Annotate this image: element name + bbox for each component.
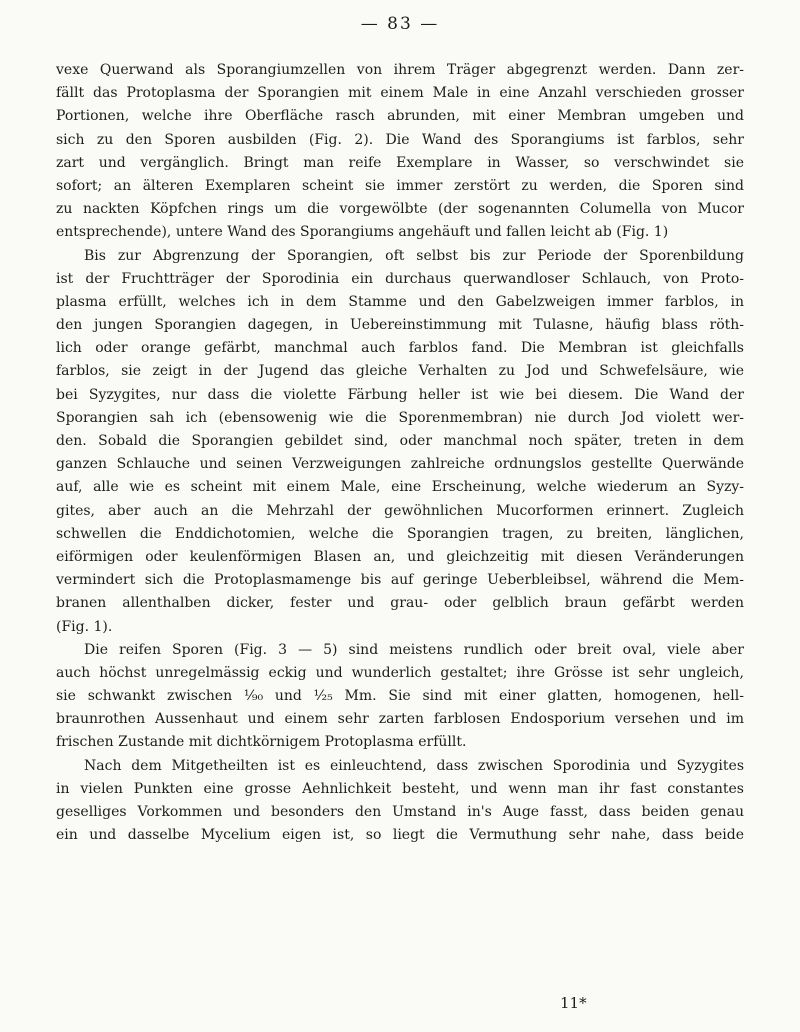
text-line: plasma erfüllt, welches ich in dem Stamme und den Gabelzweigen immer farblos, in — [56, 293, 744, 310]
text-line: braunrothen Aussenhaut und einem sehr zarten farblosen Endosporium versehen und im — [56, 711, 744, 728]
text-line: eiförmigen oder keulenförmigen Blasen an, und gleichzeitig mit diesen Veränderungen — [56, 548, 744, 565]
body-text — [56, 59, 744, 847]
text-line: auch höchst unregelmässig eckig und wunderlich gestaltet; ihre Grösse ist sehr ungleich, — [56, 664, 744, 681]
page-number-header: — 83 — — [360, 14, 440, 34]
text-line: sie schwankt zwischen ¹⁄₉₀ und ¹⁄₂₅ Mm. Sie sind mit einer glatten, homogenen, hell- — [56, 688, 744, 705]
text-line: Portionen, welche ihre Oberfläche rasch abrunden, mit einer Membran umgeben und — [56, 108, 744, 125]
text-line: vermindert sich die Protoplasmamenge bis auf geringe Ueberbleibsel, während die Mem- — [56, 572, 744, 589]
text-line: ein und dasselbe Mycelium eigen ist, so liegt die Vermuthung sehr nahe, dass beide — [56, 827, 744, 844]
text-line: den jungen Sporangien dagegen, in Uebereinstimmung mit Tulasne, häufig blass röth- — [56, 317, 744, 334]
text-line: zart und vergänglich. Bringt man reife Exemplare in Wasser, so verschwindet sie — [56, 154, 744, 171]
text-line: geselliges Vorkommen und besonders den Umstand in's Auge fasst, dass beiden genau — [56, 804, 744, 820]
text-line: ist der Fruchtträger der Sporodinia ein durchaus querwandloser Schlauch, von Proto- — [56, 270, 744, 287]
text-line: in vielen Punkten eine grosse Aehnlichkeit besteht, und wenn man ihr fast constantes — [56, 780, 744, 797]
text-line: auf, alle wie es scheint mit einem Male, eine Erscheinung, welche wiederum an Syzy- — [56, 479, 744, 496]
text-line: zu nackten Köpfchen rings um die vorgewölbte (der sogenannten Columella von Mucor — [56, 201, 744, 218]
text-line: farblos, sie zeigt in der Jugend das gleiche Verhalten zu Jod und Schwefelsäure, wie — [56, 363, 744, 380]
text-line: entsprechende), untere Wand des Sporangiums angehäuft und fallen leicht ab (Fig. 1) — [56, 224, 669, 241]
printer-signature-mark: 11* — [560, 994, 587, 1012]
text-line: Nach dem Mitgetheilten ist es einleuchtend, dass zwischen Sporodinia und Syzygites — [84, 757, 744, 774]
text-line: ganzen Schlauche und seinen Verzweigungen zahlreiche ordnungslos gestellte Querwände — [56, 456, 744, 473]
text-line: vexe Querwand als Sporangiumzellen von ihrem Träger abgegrenzt werden. Dann zer- — [56, 62, 744, 78]
text-line: frischen Zustande mit dichtkörnigem Protoplasma erfüllt. — [56, 734, 467, 751]
text-line: den. Sobald die Sporangien gebildet sind, oder manchmal noch später, treten in dem — [56, 433, 744, 449]
text-line: bei Syzygites, nur dass die violette Färbung heller ist wie bei diesem. Die Wand der — [56, 386, 744, 403]
text-line: Die reifen Sporen (Fig. 3 — 5) sind meistens rundlich oder breit oval, viele aber — [84, 641, 744, 658]
text-line: sofort; an älteren Exemplaren scheint sie immer zerstört zu werden, die Sporen sind — [56, 177, 744, 194]
text-line: gites, aber auch an die Mehrzahl der gewöhnlichen Mucorformen erinnert. Zugleich — [56, 502, 744, 519]
text-line: sich zu den Sporen ausbilden (Fig. 2). Die Wand des Sporangiums ist farblos, sehr — [56, 131, 744, 148]
text-line: Bis zur Abgrenzung der Sporangien, oft selbst bis zur Periode der Sporenbildung — [84, 247, 744, 264]
text-line: schwellen die Enddichotomien, welche die Sporangien tragen, zu breiten, länglichen, — [56, 525, 744, 542]
text-line: (Fig. 1). — [56, 618, 113, 635]
text-line: lich oder orange gefärbt, manchmal auch farblos fand. Die Membran ist gleichfalls — [56, 340, 744, 357]
text-line: branen allenthalben dicker, fester und grau- oder gelblich braun gefärbt werden — [56, 595, 744, 612]
text-line: Sporangien sah ich (ebensowenig wie die Sporenmembran) nie durch Jod violett wer- — [56, 409, 744, 426]
text-line: fällt das Protoplasma der Sporangien mit einem Male in eine Anzahl verschieden grosser — [56, 85, 744, 102]
